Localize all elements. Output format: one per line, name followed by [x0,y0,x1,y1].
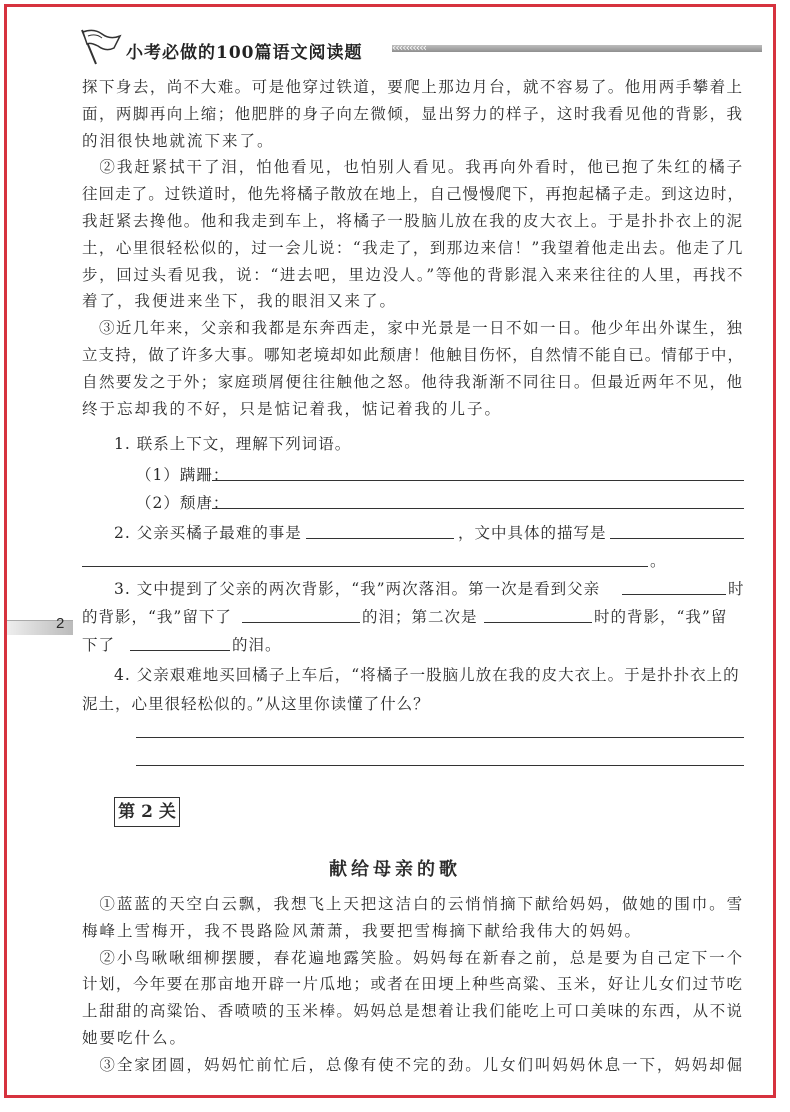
answer-line-1b[interactable] [212,508,744,509]
text-line: 我赶紧去搀他。他和我走到车上，将橘子一股脑儿放在我的皮大衣上。于是扑扑衣上的泥 [82,211,744,230]
question-3-part-e: 时的背影，“我”留 [594,608,728,626]
question-4-line-2: 泥土，心里很轻松似的。”从这里你读懂了什么？ [82,695,430,713]
passage-2 [82,891,744,1079]
answer-line-3c[interactable] [484,622,592,623]
text-line: ②我赶紧拭干了泪，怕他看见，也怕别人看见。我再向外看时，他已抱了朱红的橘子 [82,158,745,177]
question-3-part-a: 3. 文中提到了父亲的两次背影，“我”两次落泪。第一次是看到父亲 [114,580,601,598]
answer-line-3d[interactable] [130,650,230,651]
level-badge: 第 2 关 [114,797,180,827]
text-line: 终于忘却我的不好，只是惦记着我，惦记着我的儿子。 [82,399,503,418]
passage-1 [82,74,744,422]
book-title: 小考必做的100篇语文阅读题 [126,43,363,63]
text-line: 步，回过头看见我，说：“进去吧，里边没人。”等他的背影混入来来往往的人里，再找不 [82,265,745,284]
page-number: 2 [56,615,65,632]
question-1: 1. 联系上下文，理解下列词语。 [114,435,352,453]
text-line: 计划，今年要在那亩地开辟一片瓜地；或者在田埂上种些高粱、玉米，好让儿女们过节吃 [82,975,744,994]
text-line: ③全家团圆，妈妈忙前忙后，总像有使不完的劲。儿女们叫妈妈休息一下，妈妈却倔 [82,1055,745,1074]
question-4-line-1: 4. 父亲艰难地买回橘子上车后，“将橘子一股脑儿放在我的皮大衣上。于是扑扑衣上的 [114,666,740,684]
question-3-part-b: 时 [728,580,745,598]
question-3-part-d: 的泪；第二次是 [362,608,478,626]
text-line: ①蓝蓝的天空白云飘，我想飞上天把这洁白的云悄悄摘下献给妈妈，做她的围巾。雪 [82,895,745,913]
question-1b-label: （2）颓唐： [136,494,230,512]
header-chevrons: ‹‹‹‹‹‹‹‹‹‹ [392,41,426,54]
text-line: 着了，我便进来坐下，我的眼泪又来了。 [82,292,398,311]
text-line: 她要吃什么。 [82,1028,188,1047]
question-3-part-g: 的泪。 [232,636,282,654]
text-line: 探下身去，尚不大难。可是他穿过铁道，要爬上那边月台，就不容易了。他用两手攀着上 [82,78,744,96]
flag-icon [76,26,122,66]
answer-line-2c[interactable] [82,566,648,567]
page-header [80,30,760,64]
text-line: ②小鸟啾啾细柳摆腰，春花遍地露笑脸。妈妈每在新春之前，总是要为自己定下一个 [82,948,745,967]
question-2-part-a: 2. 父亲买橘子最难的事是 [114,524,302,542]
text-line: 面，两脚再向上缩；他肥胖的身子向左微倾，显出努力的样子，这时我看见他的背影，我 [82,104,744,123]
question-3-part-c: 的背影，“我”留下了 [82,608,232,626]
question-1a-label: （1）蹒跚： [136,466,230,484]
text-line: 上甜甜的高粱饴、香喷喷的玉米棒。妈妈总是想着让我们能吃上可口美味的东西，从不说 [82,1002,744,1021]
answer-line-4a[interactable] [136,737,744,738]
answer-line-3a[interactable] [622,594,726,595]
text-line: 梅峰上雪梅开，我不畏路险风萧萧，我要把雪梅摘下献给我伟大的妈妈。 [82,921,643,940]
answer-line-3b[interactable] [242,622,360,623]
text-line: 立支持，做了许多大事。哪知老境却如此颓唐！他触目伤怀，自然情不能自已。情郁于中， [82,345,745,364]
answer-line-1a[interactable] [212,480,744,481]
answer-line-2b[interactable] [610,538,744,539]
answer-line-2a[interactable] [306,538,454,539]
answer-line-4b[interactable] [136,765,744,766]
section-title: 献给母亲的歌 [329,859,461,880]
text-line: 的泪很快地就流下来了。 [82,131,275,150]
header-bar [392,45,762,52]
text-line: 自然要发之于外；家庭琐屑便往往触他之怒。他待我渐渐不同往日。但最近两年不见，他 [82,372,744,391]
text-line: ③近几年来，父亲和我都是东奔西走，家中光景是一日不如一日。他少年出外谋生，独 [82,319,744,338]
question-3-part-f: 下了 [82,636,116,654]
text-line: 往回走了。过铁道时，他先将橘子散放在地上，自己慢慢爬下，再抱起橘子走。到这边时， [82,185,745,204]
question-2-end: 。 [650,552,667,570]
text-line: 土，心里很轻松似的，过一会儿说：“我走了，到那边来信！”我望着他走出去。他走了几 [82,238,744,257]
question-2-part-b: ，文中具体的描写是 [458,524,607,542]
